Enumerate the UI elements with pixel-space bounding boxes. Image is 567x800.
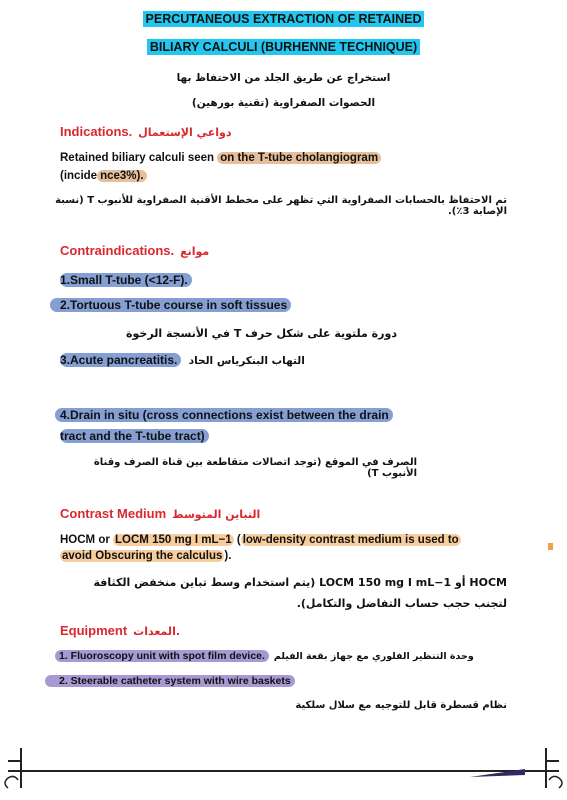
contraindications-heading: Contraindications. موانع [60, 243, 210, 258]
indications-heading: Indications. دواعي الإستعمال [60, 124, 232, 139]
equipment-item-1: 1. Fluoroscopy unit with spot film device. وحدة التنظير الفلوري مع جهاز بقعة الفيلم [55, 650, 474, 662]
contrast-text-2: avoid Obscuring the calculus ). [62, 550, 232, 562]
indications-text-1: Retained biliary calculi seen on the T-tube cholangiogram [60, 152, 381, 164]
title-line-2: BILIARY CALCULI (BURHENNE TECHNIQUE) [0, 40, 567, 54]
indications-text-2: (incide nce3%). [60, 170, 147, 182]
contraindication-item-4-line-1: 4.Drain in situ (cross connections exist between the drain [55, 408, 393, 422]
contrast-heading: Contrast Medium التباين المتوسط [60, 506, 261, 521]
contraindication-item-3: 3.Acute pancreatitis. التهاب البنكرياس الحاد [60, 353, 305, 367]
contraindication-item-3-arabic: التهاب البنكرياس الحاد [188, 355, 305, 367]
equipment-item-1-arabic: وحدة التنظير الفلوري مع جهاز بقعة الفيلم [273, 651, 474, 662]
orange-mark [548, 543, 553, 550]
indications-arabic: تم الاحتفاظ بالحسابات الصفراوية التي تظهر على مخطط الأقنية الصفراوية للأنبوب T (نسبة الإصابة 3٪). [55, 195, 507, 217]
contraindication-item-2-arabic: دورة ملتوية على شكل حرف T في الأنسجة الرخوة [126, 327, 397, 340]
contrast-arabic-2: لتجنب حجب حساب التفاضل والتكامل). [296, 597, 507, 610]
equipment-heading: Equipment المعدات. [60, 623, 181, 638]
decorative-curl-right [537, 748, 567, 798]
title-arabic-2: الحصوات الصفراوية (تقنية بورهين) [191, 97, 376, 109]
decorative-curl-left [0, 748, 30, 798]
contraindication-item-2: 2.Tortuous T-tube course in soft tissues [50, 298, 291, 312]
title-line-1: PERCUTANEOUS EXTRACTION OF RETAINED [0, 12, 567, 26]
equipment-item-2-arabic: نظام قسطرة قابل للتوجيه مع سلال سلكية [295, 700, 507, 711]
bottom-accent [470, 765, 530, 785]
contraindication-item-4-line-2: tract and the T-tube tract) [60, 429, 209, 443]
title-arabic-1: استخراج عن طريق الجلد من الاحتفاظ بها [176, 72, 391, 84]
contraindication-item-1: 1.Small T-tube (<12-F). [60, 273, 192, 287]
contraindication-item-4-arabic: الصرف في الموقع (توجد اتصالات متقاطعة بين قناة الصرف وقناة الأنبوب T) [93, 457, 417, 479]
contrast-text-1: HOCM or LOCM 150 mg I mL−1 ( low-density contrast medium is used to [60, 534, 459, 546]
equipment-item-2: 2. Steerable catheter system with wire baskets [45, 675, 295, 687]
contrast-arabic-1: HOCM أو LOCM 150 mg I mL−1 (يتم استخدام وسط تباين منخفض الكثافة [93, 576, 507, 589]
